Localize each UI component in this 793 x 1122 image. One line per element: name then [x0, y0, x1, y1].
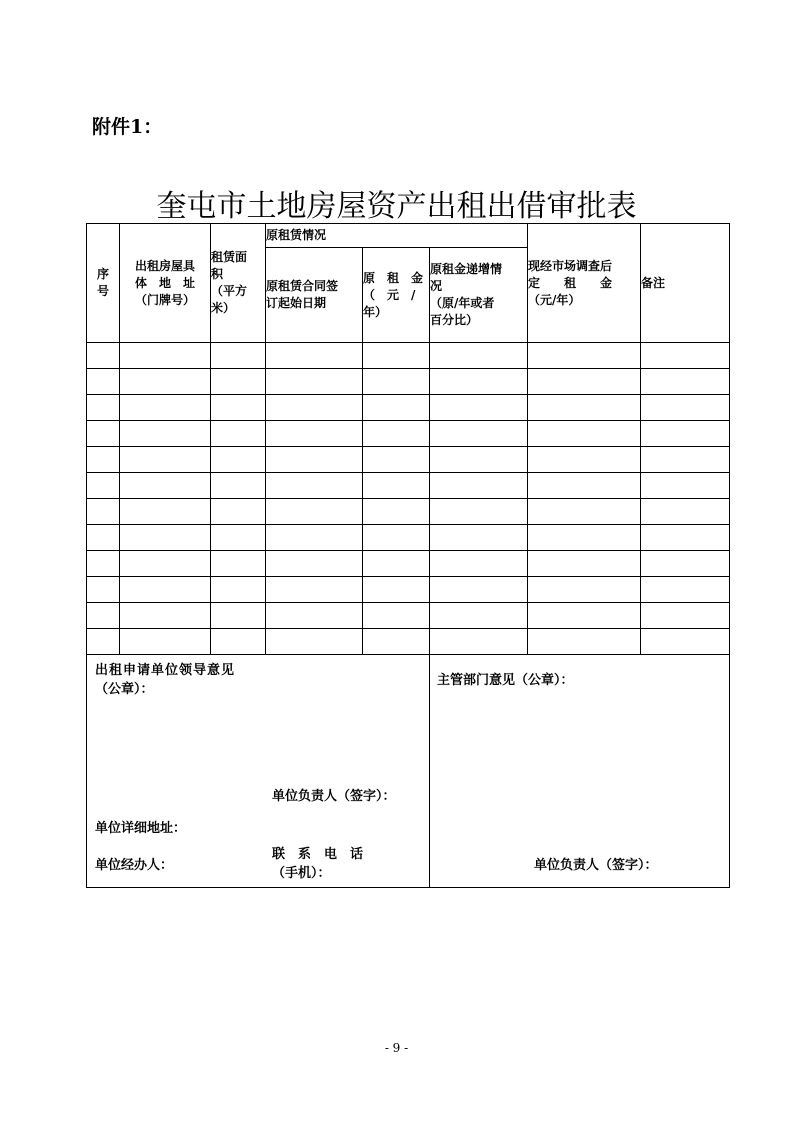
header-original-group: 原租赁情况	[266, 224, 528, 248]
table-row	[87, 577, 730, 603]
table-cell[interactable]	[641, 447, 730, 473]
table-cell[interactable]	[528, 421, 641, 447]
table-cell[interactable]	[641, 421, 730, 447]
header-market-rent-line: 定 租 金	[528, 275, 613, 290]
applicant-signature-label: 单位负责人（签字）：	[272, 789, 396, 804]
table-cell[interactable]	[430, 629, 528, 655]
table-cell[interactable]	[363, 551, 430, 577]
table-cell[interactable]	[266, 369, 363, 395]
table-cell[interactable]	[87, 421, 120, 447]
header-rent-increase	[430, 248, 528, 343]
table-cell[interactable]	[641, 343, 730, 369]
table-cell[interactable]	[87, 395, 120, 421]
table-cell[interactable]	[430, 369, 528, 395]
table-cell[interactable]	[641, 473, 730, 499]
header-address-line: （门牌号）	[134, 292, 195, 307]
table-cell[interactable]	[87, 525, 120, 551]
table-cell[interactable]	[363, 499, 430, 525]
table-cell[interactable]	[120, 343, 211, 369]
applicant-opinion-title: 出租申请单位领导意见	[95, 663, 236, 678]
phone-label: 联 系 电 话	[272, 847, 364, 862]
table-cell[interactable]	[211, 343, 266, 369]
table-cell[interactable]	[363, 629, 430, 655]
table-cell[interactable]	[211, 421, 266, 447]
table-cell[interactable]	[363, 577, 430, 603]
table-cell[interactable]	[430, 577, 528, 603]
table-cell[interactable]	[528, 577, 641, 603]
authority-opinion-title: 主管部门意见（公章）：	[437, 673, 574, 688]
table-cell[interactable]	[120, 603, 211, 629]
table-cell[interactable]	[266, 603, 363, 629]
table-cell[interactable]	[363, 395, 430, 421]
table-cell[interactable]	[120, 421, 211, 447]
header-address-line: 体 地 址	[134, 275, 195, 290]
table-row	[87, 499, 730, 525]
table-cell[interactable]	[266, 499, 363, 525]
table-row	[87, 603, 730, 629]
table-cell[interactable]	[641, 551, 730, 577]
table-cell[interactable]	[211, 525, 266, 551]
authority-opinion-cell	[430, 655, 730, 888]
table-cell[interactable]	[120, 577, 211, 603]
table-cell[interactable]	[363, 525, 430, 551]
table-row	[87, 421, 730, 447]
table-cell[interactable]	[211, 447, 266, 473]
approval-table	[86, 223, 730, 888]
table-cell[interactable]	[528, 369, 641, 395]
table-cell[interactable]	[120, 551, 211, 577]
header-original-rent-line: （ 元 /	[363, 287, 416, 302]
table-cell[interactable]	[641, 499, 730, 525]
table-cell[interactable]	[211, 499, 266, 525]
table-cell[interactable]	[120, 525, 211, 551]
header-market-rent-line: （元/年）	[528, 292, 581, 307]
table-cell[interactable]	[641, 603, 730, 629]
table-cell[interactable]	[87, 447, 120, 473]
table-cell[interactable]	[641, 525, 730, 551]
table-cell[interactable]	[211, 603, 266, 629]
table-cell[interactable]	[528, 551, 641, 577]
table-cell[interactable]	[266, 395, 363, 421]
table-cell[interactable]	[363, 343, 430, 369]
table-cell[interactable]	[266, 629, 363, 655]
table-cell[interactable]	[211, 577, 266, 603]
table-cell[interactable]	[120, 395, 211, 421]
table-row	[87, 369, 730, 395]
phone-label-mobile: （手机）：	[272, 866, 331, 881]
table-cell[interactable]	[528, 395, 641, 421]
table-cell[interactable]	[430, 395, 528, 421]
table-cell[interactable]	[120, 447, 211, 473]
form-title: 奎屯市土地房屋资产出租出借审批表	[156, 189, 637, 224]
table-cell[interactable]	[211, 473, 266, 499]
header-original-rent-line: 年）	[363, 304, 388, 319]
header-area-line: 米）	[211, 301, 236, 315]
header-seq-line: 号	[96, 284, 109, 298]
table-cell[interactable]	[120, 629, 211, 655]
table-cell[interactable]	[641, 395, 730, 421]
table-cell[interactable]	[266, 421, 363, 447]
header-rent-increase-line: 原租金递增情	[430, 262, 503, 276]
header-market-rent	[528, 224, 641, 343]
unit-address-label: 单位详细地址：	[95, 821, 187, 836]
table-cell[interactable]	[430, 499, 528, 525]
header-address	[120, 224, 211, 343]
applicant-opinion-cell	[87, 655, 430, 888]
table-body	[87, 343, 730, 655]
table-cell[interactable]	[363, 603, 430, 629]
table-cell[interactable]	[528, 629, 641, 655]
header-area-line: 积	[211, 267, 224, 281]
table-cell[interactable]	[120, 499, 211, 525]
table-cell[interactable]	[266, 525, 363, 551]
table-cell[interactable]	[120, 473, 211, 499]
page-number: - 9 -	[384, 1041, 409, 1055]
table-cell[interactable]	[528, 525, 641, 551]
table-cell[interactable]	[211, 551, 266, 577]
table-cell[interactable]	[120, 369, 211, 395]
table-cell[interactable]	[211, 369, 266, 395]
table-cell[interactable]	[266, 577, 363, 603]
table-cell[interactable]	[363, 369, 430, 395]
table-row	[87, 629, 730, 655]
table-cell[interactable]	[641, 369, 730, 395]
handler-label: 单位经办人：	[95, 858, 174, 873]
table-cell[interactable]	[430, 603, 528, 629]
table-cell[interactable]	[266, 473, 363, 499]
table-cell[interactable]	[87, 629, 120, 655]
header-address-line: 出租房屋具	[134, 258, 195, 273]
header-rent-increase-line: （原/年或者	[430, 296, 495, 310]
header-rent-increase-line: 况	[430, 279, 443, 293]
table-cell[interactable]	[528, 499, 641, 525]
table-cell[interactable]	[211, 395, 266, 421]
table-cell[interactable]	[266, 447, 363, 473]
table-cell[interactable]	[363, 473, 430, 499]
header-area-line: （平方	[211, 284, 248, 298]
applicant-opinion-seal: （公章）：	[95, 682, 154, 697]
table-row	[87, 343, 730, 369]
header-area-line: 租赁面	[211, 250, 248, 264]
table-row	[87, 525, 730, 551]
table-row	[87, 447, 730, 473]
table-cell[interactable]	[641, 629, 730, 655]
table-cell[interactable]	[87, 551, 120, 577]
attachment-label: 附件1：	[92, 116, 163, 138]
table-cell[interactable]	[528, 447, 641, 473]
header-area	[211, 224, 266, 343]
table-cell[interactable]	[363, 447, 430, 473]
table-row	[87, 473, 730, 499]
table-cell[interactable]	[87, 343, 120, 369]
header-contract-date	[266, 248, 363, 343]
table-row	[87, 395, 730, 421]
table-cell[interactable]	[87, 369, 120, 395]
table-cell[interactable]	[87, 577, 120, 603]
header-rent-increase-line: 百分比）	[430, 313, 479, 327]
table-cell[interactable]	[528, 473, 641, 499]
table-cell[interactable]	[363, 421, 430, 447]
table-cell[interactable]	[266, 343, 363, 369]
header-original-rent-line: 原 租 金	[363, 270, 424, 285]
table-cell[interactable]	[430, 525, 528, 551]
header-original-rent	[363, 248, 430, 343]
table-cell[interactable]	[266, 551, 363, 577]
table-cell[interactable]	[528, 603, 641, 629]
table-cell[interactable]	[211, 629, 266, 655]
header-contract-date-line: 订起始日期	[266, 296, 327, 310]
table-cell[interactable]	[430, 551, 528, 577]
header-seq-line: 序	[96, 267, 109, 281]
table-cell[interactable]	[528, 343, 641, 369]
table-cell[interactable]	[430, 421, 528, 447]
header-remarks: 备注	[641, 224, 730, 343]
table-row	[87, 551, 730, 577]
table-cell[interactable]	[87, 499, 120, 525]
header-contract-date-line: 原租赁合同签	[266, 279, 339, 293]
header-seq	[87, 224, 120, 343]
table-cell[interactable]	[641, 577, 730, 603]
header-market-rent-line: 现经市场调查后	[528, 258, 613, 273]
table-cell[interactable]	[430, 473, 528, 499]
authority-signature-label: 单位负责人（签字）：	[534, 858, 658, 873]
table-cell[interactable]	[430, 447, 528, 473]
table-cell[interactable]	[430, 343, 528, 369]
table-cell[interactable]	[87, 603, 120, 629]
table-cell[interactable]	[87, 473, 120, 499]
